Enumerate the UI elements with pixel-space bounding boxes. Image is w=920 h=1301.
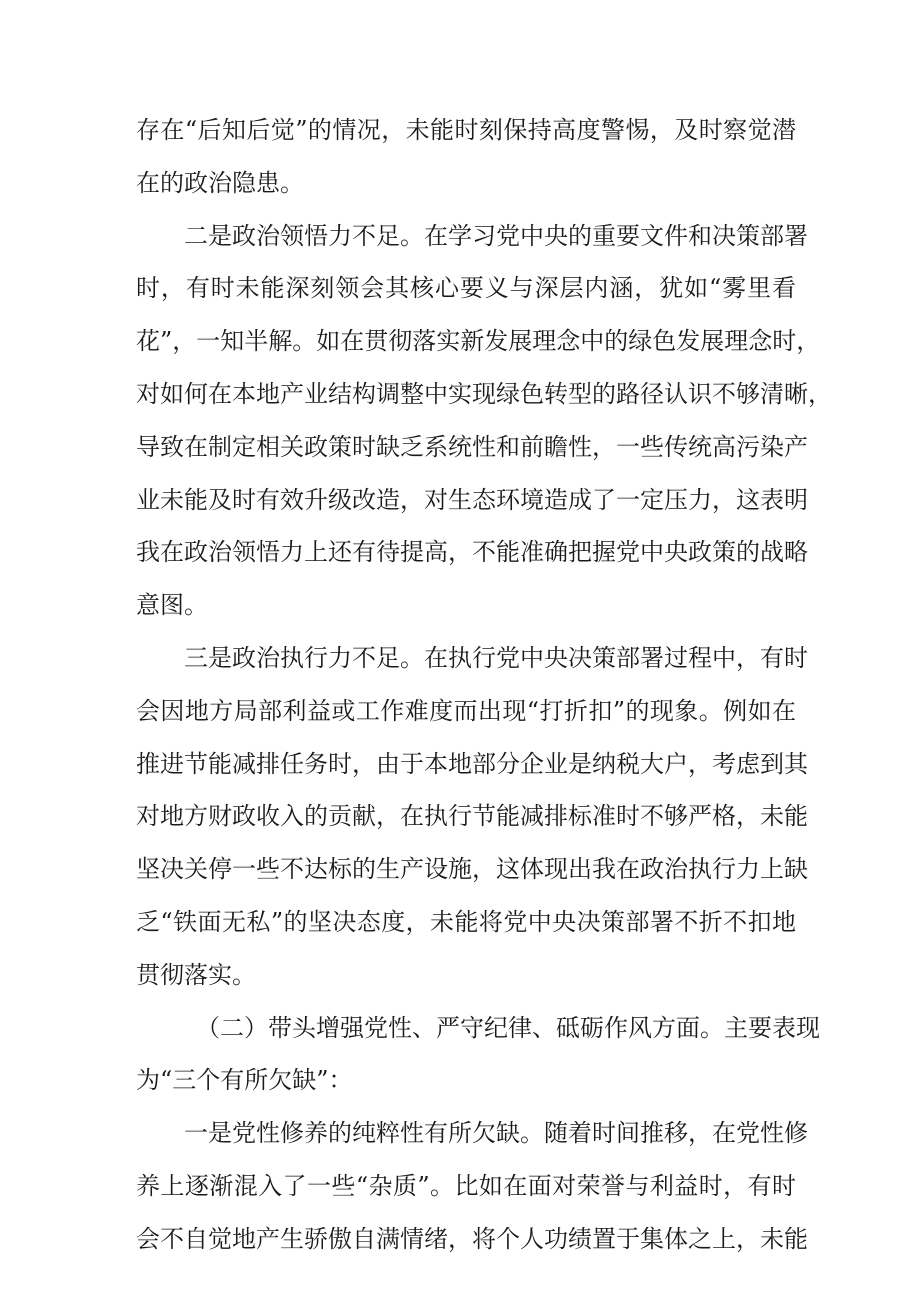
text-line: 一是党性修养的纯粹性有所欠缺。随着时间推移，在党性修	[184, 1119, 808, 1148]
text-line: 对地方财政收入的贡献，在执行节能减排标准时不够严格，未能	[136, 802, 808, 831]
text-line: 在的政治隐患。	[136, 168, 304, 197]
text-line: 时，有时未能深刻领会其核心要义与深层内涵，犹如“雾里看	[136, 274, 796, 303]
text-line: （二）带头增强党性、严守纪律、砥砺作风方面。主要表现	[196, 1013, 820, 1042]
text-line: 业未能及时有效升级改造，对生态环境造成了一定压力，这表明	[136, 485, 808, 514]
text-line: 存在“后知后觉”的情况，未能时刻保持高度警惕，及时察觉潜	[136, 116, 796, 144]
text-line: 推进节能减排任务时，由于本地部分企业是纳税大户，考虑到其	[136, 749, 808, 778]
section-heading-2	[136, 1002, 820, 1108]
text-line: 三是政治执行力不足。在执行党中央决策部署过程中，有时	[184, 643, 808, 672]
text-line: 会不自觉地产生骄傲自满情绪，将个人功绩置于集体之上，未能	[136, 1224, 808, 1253]
text-line: 导致在制定相关政策时缺乏系统性和前瞻性，一些传统高污染产	[136, 432, 808, 461]
text-line: 花”，一知半解。如在贯彻落实新发展理念中的绿色发展理念时，	[136, 327, 821, 356]
text-line: 二是政治领悟力不足。在学习党中央的重要文件和决策部署	[184, 221, 808, 250]
text-line: 养上逐渐混入了一些“杂质”。比如在面对荣誉与利益时，有时	[136, 1171, 796, 1200]
paragraph-party-spirit	[136, 1107, 808, 1265]
text-line: 会因地方局部利益或工作难度而出现“打折扣”的现象。例如在	[136, 696, 796, 725]
text-line: 乏“铁面无私”的坚决态度，未能将党中央决策部署不折不扣地	[136, 907, 796, 936]
document-body	[136, 104, 832, 1266]
text-line: 贯彻落实。	[136, 960, 256, 989]
text-line: 我在政治领悟力上还有待提高，不能准确把握党中央政策的战略	[136, 538, 808, 567]
text-line: 为“三个有所欠缺”：	[136, 1066, 353, 1095]
paragraph-political-comprehension	[136, 210, 832, 632]
paragraph-continuation	[136, 104, 796, 210]
text-line: 坚决关停一些不达标的生产设施，这体现出我在政治执行力上缺	[136, 855, 808, 884]
text-line: 意图。	[136, 591, 208, 620]
paragraph-political-execution	[136, 632, 808, 1002]
text-line: 对如何在本地产业结构调整中实现绿色转型的路径认识不够清晰，	[136, 379, 832, 408]
